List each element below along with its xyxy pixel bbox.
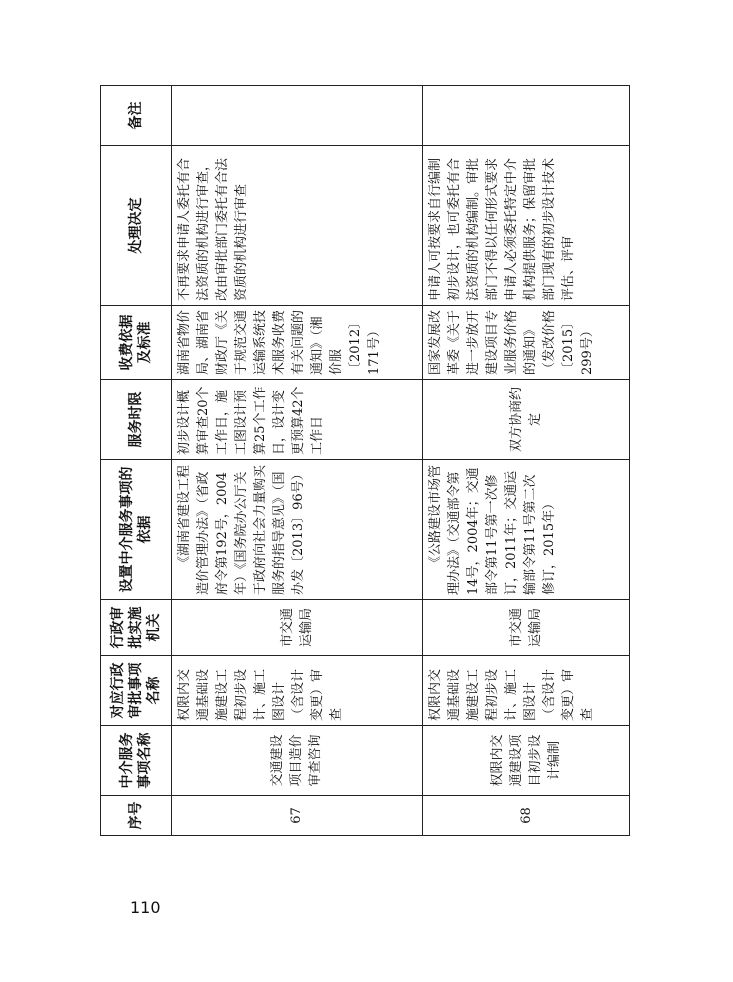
row-approval-item: 权限内交通基础设施建设工程初步设计、施工图设计（含设计变更）审查 <box>423 656 630 726</box>
row-service-name: 交通建设项目造价审查咨询 <box>171 726 422 796</box>
header-no: 序号 <box>101 796 172 836</box>
row-basis: 《湖南省建设工程造价管理办法》（省政府令第192号，2004年）《国务院办公厅关于政府向社会力量购买服务的指导意见》（国办发〔2013〕96号） <box>171 460 422 600</box>
row-service-name: 权限内交通建设项目初步设计编制 <box>423 726 630 796</box>
header-row <box>101 86 172 836</box>
row-authority: 市交通运输局 <box>171 600 422 656</box>
rotated-table-container <box>100 86 630 836</box>
service-table <box>100 85 630 836</box>
header-basis: 设置中介服务事项的依据 <box>101 460 172 600</box>
row-fee: 国家发展改革委《关于进一步放开建设项目专业服务价格的通知》（发改价格〔2015〕299号） <box>423 306 630 380</box>
row-remarks <box>423 86 630 146</box>
header-time-limit: 服务时限 <box>101 380 172 460</box>
row-approval-item: 权限内交通基础设施建设工程初步设计、施工图设计（含设计变更）审查 <box>171 656 422 726</box>
row-decision: 不再要求申请人委托有合法资质的机构进行审查，改由审批部门委托有合法资质的机构进行审查 <box>171 146 422 306</box>
row-remarks <box>171 86 422 146</box>
row-decision: 申请人可按要求自行编制初步设计，也可委托有合法资质的机构编制。审批部门不得以任何形式要求申请人必须委托特定中介机构提供服务；保留审批部门现有的初步设计技术评估、评审 <box>423 146 630 306</box>
header-remarks: 备注 <box>101 86 172 146</box>
row-no: 68 <box>423 796 630 836</box>
header-decision: 处理决定 <box>101 146 172 306</box>
row-basis: 《公路建设市场管理办法》（交通部令第14号，2004年；交通部令第11号第一次修订，2011年；交通运输部令第11号第二次修订，2015年） <box>423 460 630 600</box>
table-row <box>423 86 630 836</box>
row-time-limit: 初步设计概算审查20个工作日，施工图设计预算25个工作日，设计变更预算42个工作日 <box>171 380 422 460</box>
row-time-limit: 双方协商约定 <box>423 380 630 460</box>
row-no: 67 <box>171 796 422 836</box>
header-approval-item: 对应行政审批事项名称 <box>101 656 172 726</box>
header-service-name: 中介服务事项名称 <box>101 726 172 796</box>
page-number: 110 <box>130 898 161 917</box>
header-authority: 行政审批实施机关 <box>101 600 172 656</box>
header-fee: 收费依据及标准 <box>101 306 172 380</box>
row-fee: 湖南省物价局、湖南省财政厅《关于规范交通运输系统技术服务收费有关问题的通知》（湘价服〔2012〕171号） <box>171 306 422 380</box>
row-authority: 市交通运输局 <box>423 600 630 656</box>
table-row <box>171 86 422 836</box>
